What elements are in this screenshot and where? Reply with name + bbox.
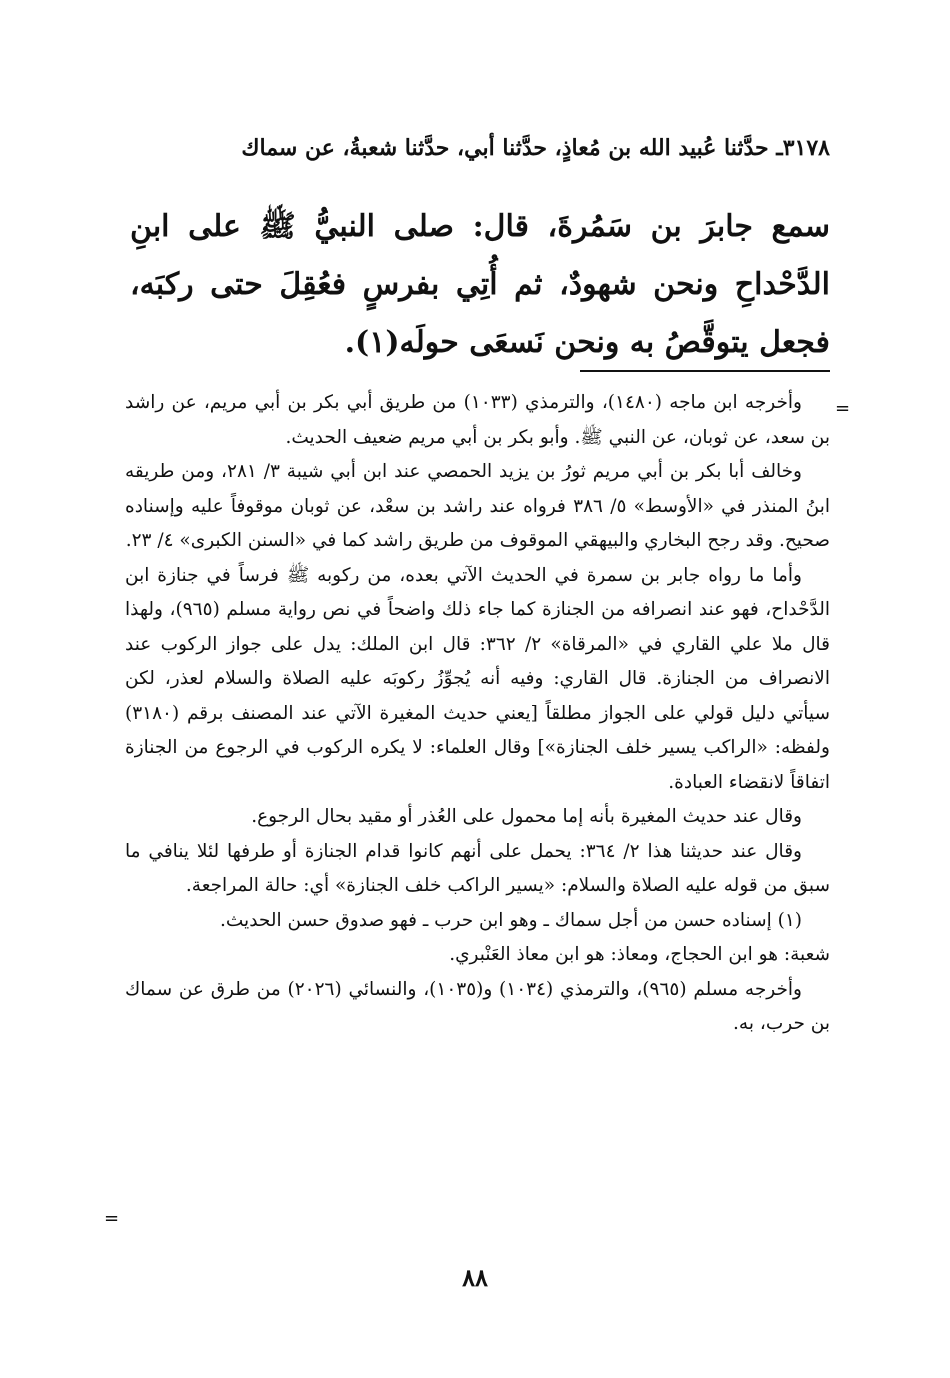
continuation-mark-bottom: =: [104, 1208, 120, 1229]
continuation-mark-top: =: [835, 398, 851, 419]
page-number: ٨٨: [462, 1263, 488, 1292]
footnote-divider: [580, 370, 830, 372]
footnotes-section: [125, 386, 830, 1042]
footnote-paragraph: وخالف أبا بكر بن أبي مريم ثورُ بن يزيد الحمصي عند ابن أبي شيبة ٣/ ٢٨١، ومن طريقه ابنُ المنذر في «الأوسط» ٥/ ٣٨٦ فرواه عند راشد بن سعْد، عن ثوبان موقوفاً عليه وإسناده صحيح. وقد رجح البخاري والبيهقي الموقوف من طريق راشد كما في «السنن الكبرى» ٤/ ٢٣.: [125, 461, 831, 551]
footnote-paragraph: وأخرجه ابن ماجه (١٤٨٠)، والترمذي (١٠٣٣) من طريق أبي بكر بن أبي مريم، عن راشد بن سعد، عن ثوبان، عن النبي ﷺ. وأبو بكر بن أبي مريم ضعيف الحديث.: [125, 392, 830, 448]
footnote-paragraph: شعبة: هو ابن الحجاج، ومعاذ: هو ابن معاذ العَنْبري.: [449, 944, 830, 965]
footnote-paragraph: وقال عند حديثنا هذا ٢/ ٣٦٤: يحمل على أنهم كانوا قدام الجنازة أو طرفها لئلا ينافي ما سبق من قوله عليه الصلاة والسلام: «يسير الراكب خلف الجنازة» أي: حالة المراجعة.: [125, 840, 830, 896]
hadith-isnad: ٣١٧٨ـ حدَّثنا عُبيد الله بن مُعاذٍ، حدَّثنا أبي، حدَّثنا شعبةُ، عن سماك: [241, 135, 830, 161]
footnote-1: (١) إسناده حسن من أجل سماك ـ وهو ابن حرب ـ فهو صدوق حسن الحديث.: [220, 909, 802, 931]
footnote-paragraph: وأخرجه مسلم (٩٦٥)، والترمذي (١٠٣٤) و(١٠٣٥)، والنسائي (٢٠٢٦) من طرق عن سماك بن حرب، به.: [125, 978, 830, 1034]
hadith-matn: سمع جابرَ بن سَمُرةَ، قال: صلى النبيُّ ﷺ على ابنِ الدَّحْداحِ ونحن شهودٌ، ثم أُتِي بفرسٍ فعُقِلَ حتى ركبَه، فجعل يتوقَّصُ به ونحن نَسعَى حولَه(١).: [130, 209, 830, 360]
footnote-paragraph: وقال عند حديث المغيرة بأنه إما محمول على العُذر أو مقيد بحال الرجوع.: [251, 806, 802, 827]
footnote-paragraph: وأما ما رواه جابر بن سمرة في الحديث الآتي بعده، من ركوبه ﷺ فرساً في جنازة ابن الدَّحْداح، فهو عند انصرافه من الجنازة كما جاء ذلك واضحاً في نص رواية مسلم (٩٦٥)، ولهذا قال ملا علي القاري في «المرقاة» ٢/ ٣٦٢: قال ابن الملك: يدل على جواز الركوب عند الانصراف من الجنازة. قال القاري: وفيه أنه يُجوِّزُ ركوبَه عليه الصلاة والسلام لعذر، لكن سيأتي دليل قولي على الجواز مطلقاً [يعني حديث المغيرة الآتي عند المصنف برقم (٣١٨٠) ولفظه: «الراكب يسير خلف الجنازة»] وقال العلماء: لا يكره الركوب في الرجوع من الجنازة اتفاقاً لانقضاء العبادة.: [125, 564, 830, 793]
